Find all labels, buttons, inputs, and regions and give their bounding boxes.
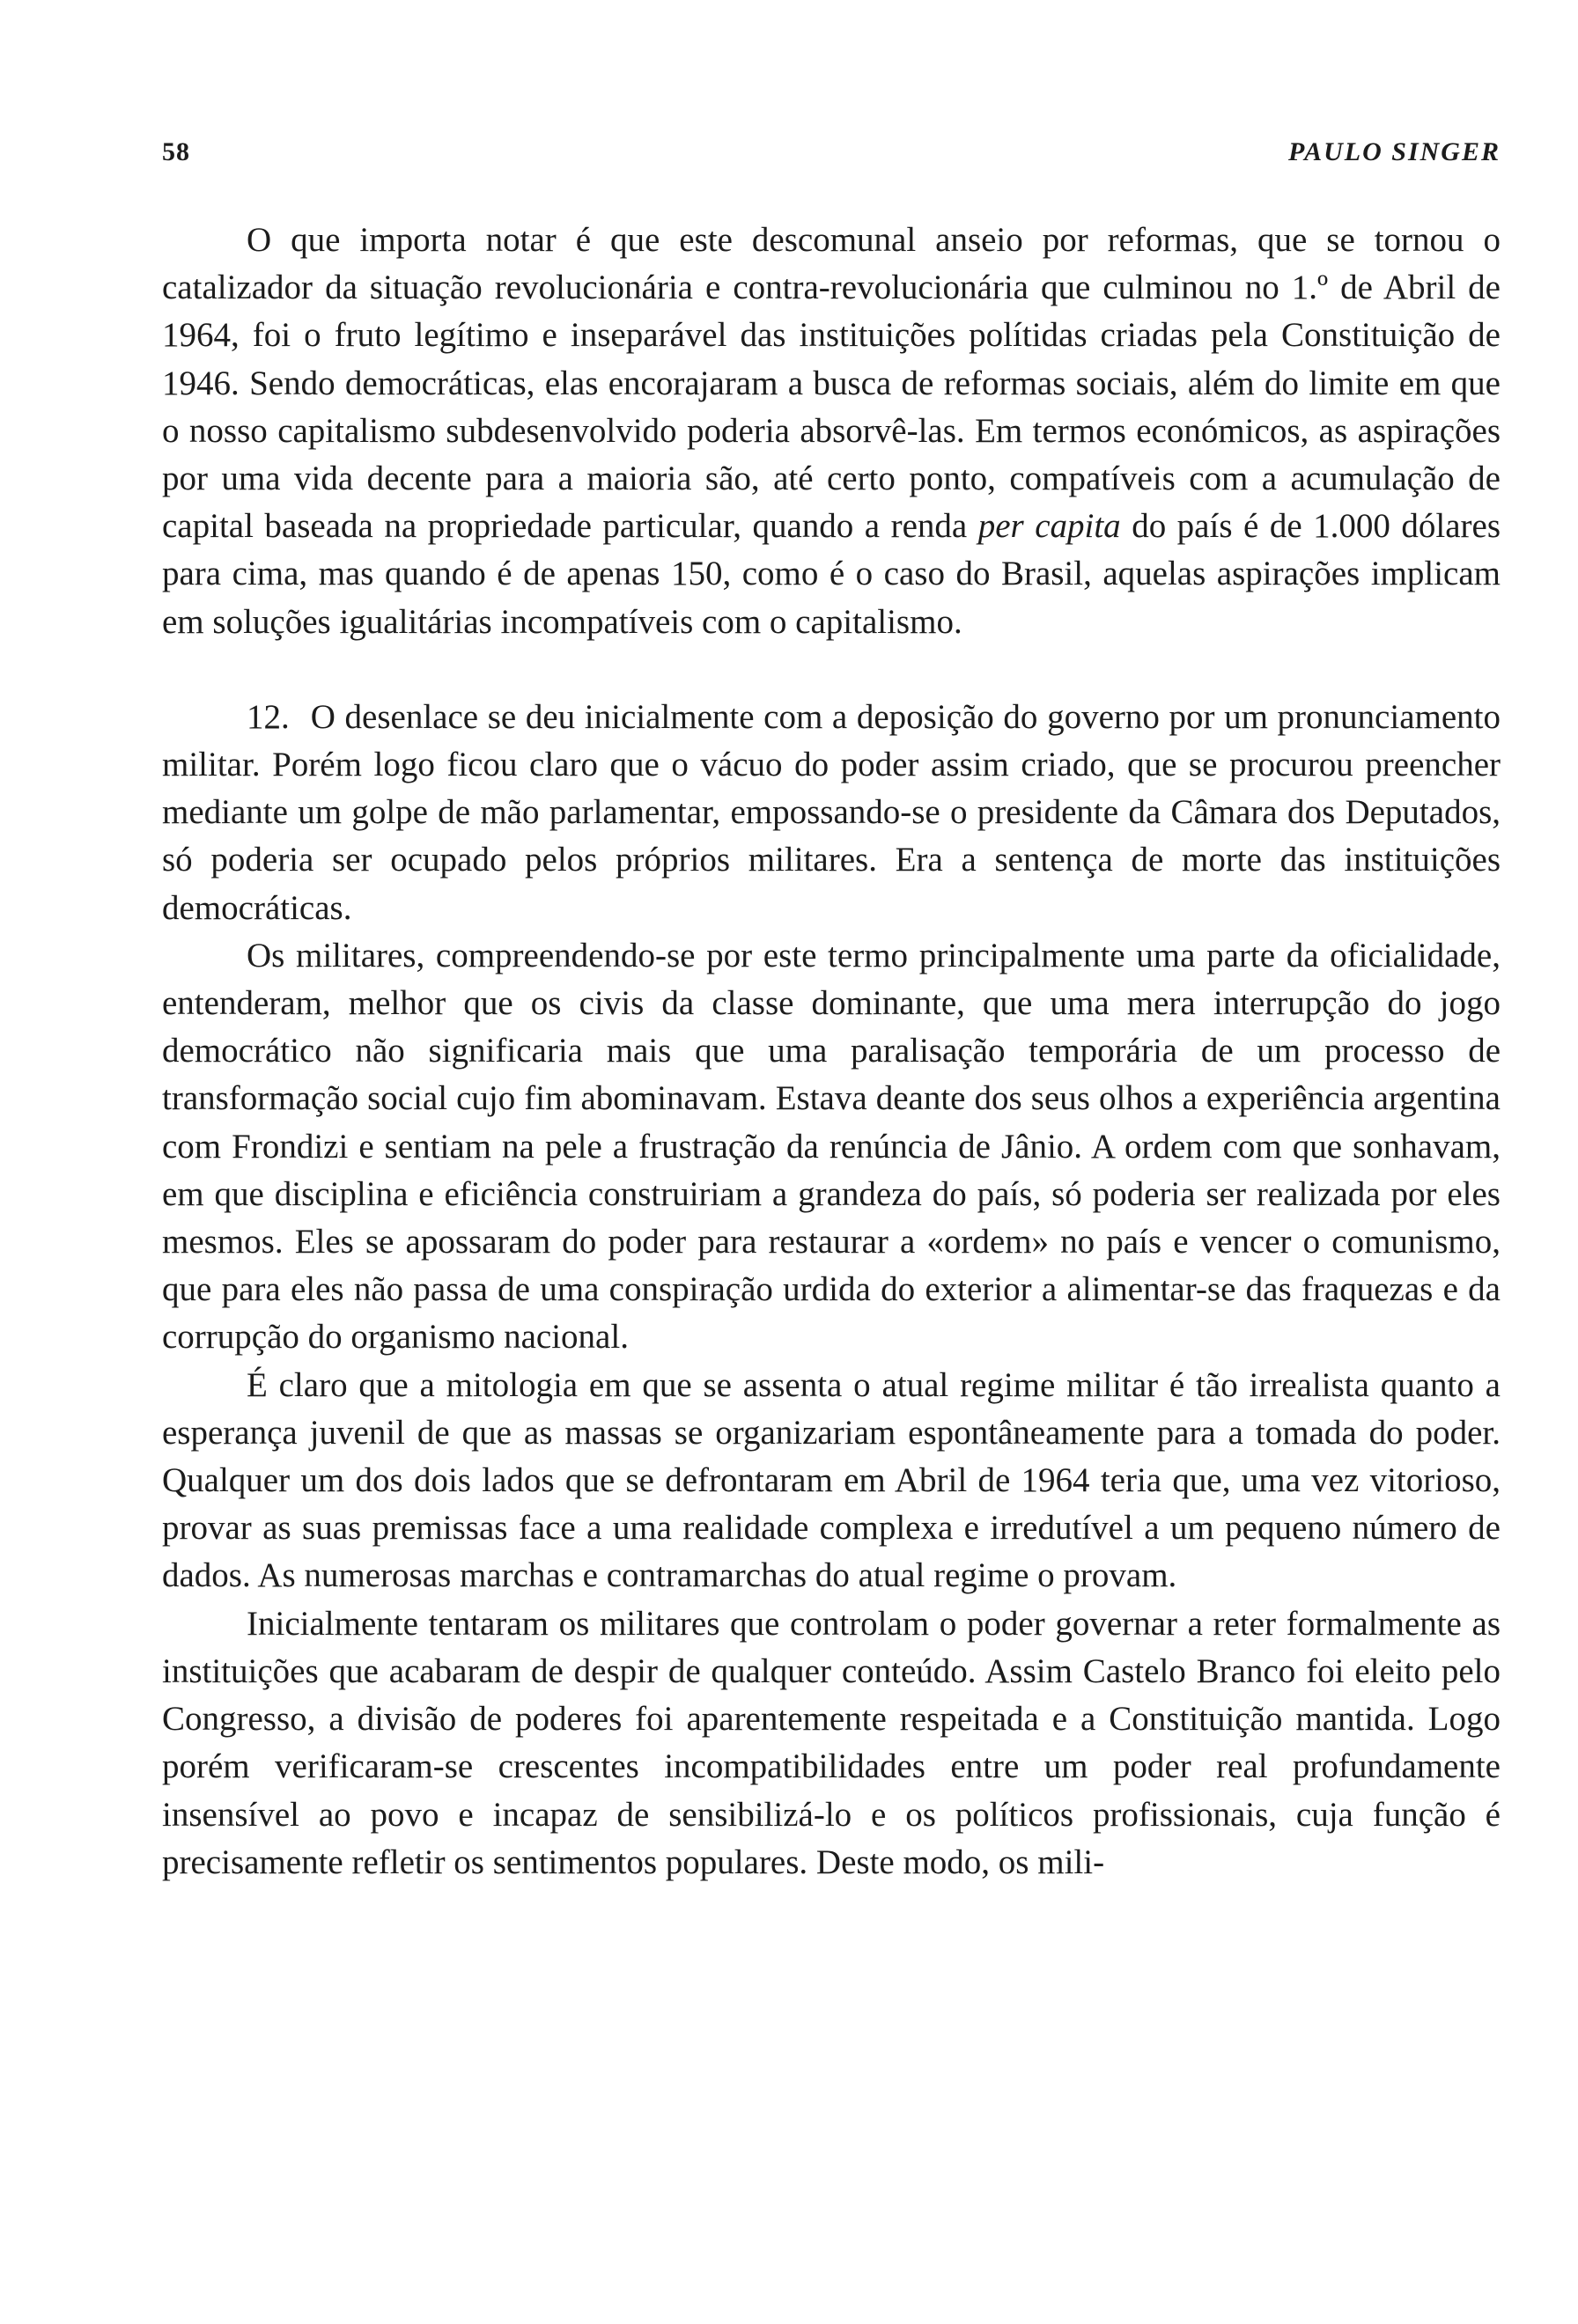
paragraph-1-end: do país é de 1.000 dólares para cima, mas quando é de apenas 150, como é o caso do Brasil, aquelas aspirações implicam em soluções igualitárias incompatíveis com o capitalismo. [162, 507, 1501, 641]
paragraph-1 [162, 217, 1501, 646]
paragraph-5: Inicialmente tentaram os militares que controlam o poder governar a reter formalmente as instituições que acabaram de despir de qualquer conteúdo. Assim Castelo Branco foi eleito pelo Congresso, a divisão de poderes foi aparentemente respeitada e a Constituição mantida. Logo porém verificaram-se crescentes incompatibilidades entre um poder real profundamente insensível ao povo e incapaz de sensibilizá-lo e os políticos profissionais, cuja função é precisamente refletir os sentimentos populares. Deste modo, os mili- [162, 1604, 1501, 1881]
paragraph-1-text: O que importa notar é que este descomunal anseio por reformas, que se tornou o catalizador da situação revolucionária e contra-revolucionária que culminou no 1.º de Abril de 1964, foi o fruto legítimo e inseparável das instituições polítidas criadas pela Constituição de 1946. Sendo democráticas, elas encorajaram a busca de reformas sociais, além do limite em que o nosso capitalismo subdesenvolvido poderia absorvê-las. Em termos económicos, as aspirações por uma vida decente para a maioria são, até certo ponto, compatíveis com a acumulação de capital baseada na propriedade particular, quando a renda [162, 221, 1501, 546]
body-text [162, 217, 1501, 1886]
paragraph-3: Os militares, compreendendo-se por este termo principalmente uma parte da oficialidade, entenderam, melhor que os civis da classe dominante, que uma mera interrupção do jogo democrático não significaria mais que uma paralisação temporária de um processo de transformação social cujo fim abominavam. Estava deante dos seus olhos a experiência argentina com Frondizi e sentiam na pele a frustração da renúncia de Jânio. A ordem com que sonhavam, em que disciplina e eficiência construiriam a grandeza do país, só poderia ser realizada por eles mesmos. Eles se apossaram do poder para restaurar a «ordem» no país e vencer o comunismo, que para eles não passa de uma conspiração urdida do exterior a alimentar-se das fraquezas e da corrupção do organismo nacional. [162, 936, 1501, 1357]
running-head: PAULO SINGER [1288, 137, 1501, 166]
paragraph-4: É claro que a mitologia em que se assenta o atual regime militar é tão irrealista quanto a esperança juvenil de que as massas se organizariam espontâneamente para a tomada do poder. Qualquer um dos dois lados que se defrontaram em Abril de 1964 teria que, uma vez vitorioso, provar as suas premissas face a uma realidade complexa e irredutível a um pequeno número de dados. As numerosas marchas e contramarchas do atual regime o provam. [162, 1365, 1501, 1595]
paragraph-12-text: O desenlace se deu inicialmente com a deposição do governo por um pronunciamento militar. Porém logo ficou claro que o vácuo do poder assim criado, que se procurou preencher mediante um golpe de mão parlamentar, empossando-se o presidente da Câmara dos Deputados, só poderia ser ocupado pelos próprios militares. Era a sentença de morte das instituições democráticas. [162, 697, 1501, 927]
paragraph-12 [162, 694, 1501, 932]
page-number: 58 [162, 137, 190, 166]
per-capita-italic: per capita [977, 507, 1121, 546]
section-number: 12. [247, 697, 290, 736]
page-header [162, 137, 1501, 173]
